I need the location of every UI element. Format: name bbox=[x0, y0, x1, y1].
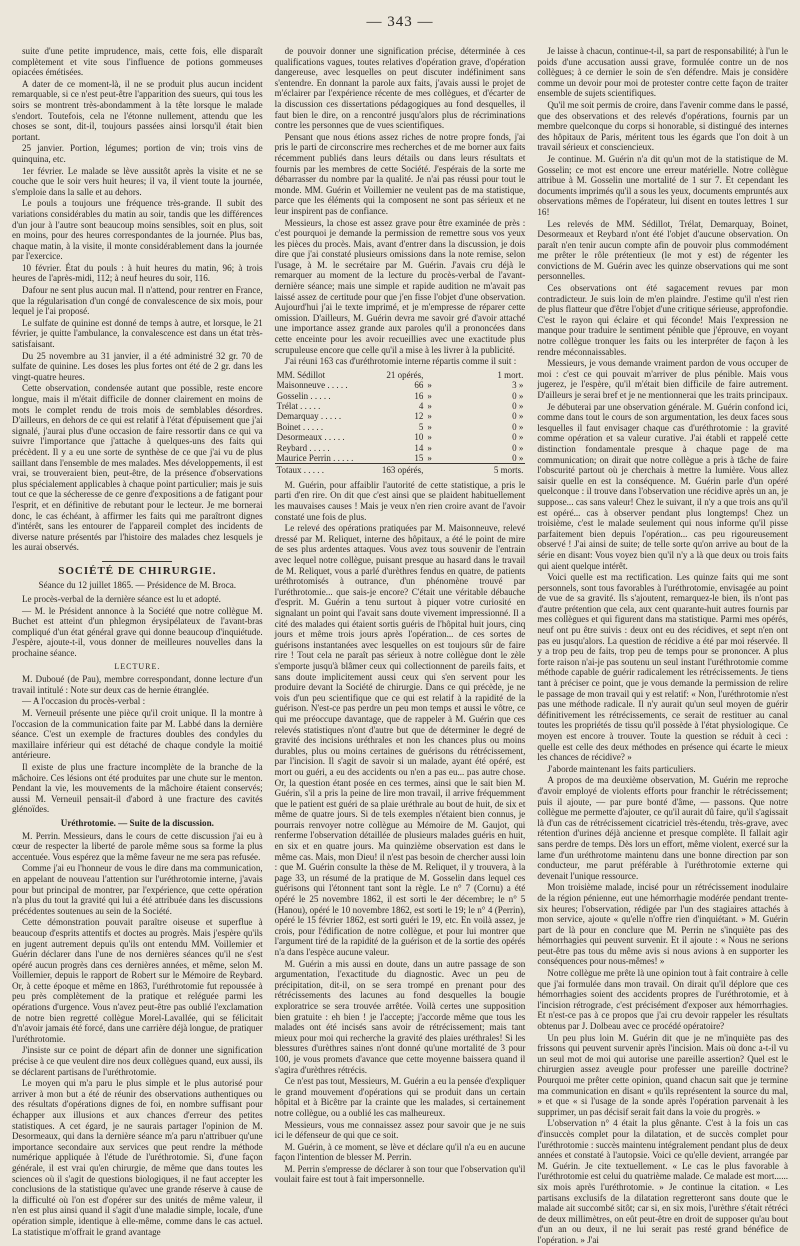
paragraph: — A l'occasion du procès-verbal : bbox=[22, 696, 146, 707]
operations-count: 12 bbox=[414, 411, 424, 422]
statistics-table bbox=[275, 370, 526, 476]
surgeon-name: Demarquay . . . . . bbox=[276, 411, 342, 422]
table-row bbox=[275, 380, 526, 390]
paragraph: M. Perrin s'empresse de déclarer à son tour que l'observation qu'il voulait faire est tout à fait impersonnelle. bbox=[274, 1163, 526, 1185]
paragraph: Du 25 novembre au 31 janvier, il a été administré 32 gr. 70 de sulfate de quinine. Les doses les plus fortes ont été de 2 gr. dans les vingt-quatre heures. bbox=[12, 350, 263, 382]
paragraph: Le pouls a toujours une fréquence très-grande. Il subit des variations considérables du matin au soir, tandis que les différences d'un jour à l'autre sont beaucoup moins sensibles, soit en plus, soit en moins, pour des heures correspondantes de la journée. Plus bas, chaque matin, à la visite, il monte considérablement dans la journée par l'exercice. bbox=[12, 198, 263, 262]
deaths-count: 0 » bbox=[512, 432, 524, 443]
table-row bbox=[275, 443, 526, 453]
deaths-count: 0 » bbox=[512, 401, 524, 412]
lecture-heading: LECTURE. bbox=[114, 661, 161, 671]
paragraph: M. Duboué (de Pau), membre correspondant, donne lecture d'un travail intitulé : Note sur deux cas de hernie étranglée. bbox=[12, 674, 263, 695]
text-columns bbox=[12, 46, 789, 1245]
deaths-count: 0 » bbox=[512, 453, 524, 464]
deaths-count: 0 » bbox=[512, 390, 524, 401]
seance-line: Séance du 12 juillet 1865. — Présidence de M. Broca. bbox=[38, 579, 237, 590]
ditto-mark: » bbox=[427, 390, 432, 401]
paragraph: Notre collègue me prête là une opinion tout à fait contraire à celle que j'ai formulée dans mon travail. On dirait qu'il déplore que ces hémorrhagies soient des accidents propres de l'uréthrotomie, et à l'incision rétrograde, c'est précisément d'exposer aux hémorrhagies. Et n'est-ce pas à ce propos que j'ai cru devoir rappeler les résultats obtenus par J. Dolbeau avec ce procédé opératoire? bbox=[537, 968, 789, 1032]
operations-count: 15 bbox=[414, 453, 424, 464]
paragraph: Pensant que nous étions assez riches de notre propre fonds, j'ai pris le parti de circonscrire mes recherches et de me borner aux faits récemment publiés dans leurs détails ou dans leurs résultats et fournis par les membres de cette Société. J'espérais de la sorte me débarrasser du nombre par la qualité. Je n'ai pas réussi pour tout le monde. MM. Guérin et Voillemier ne veulent pas de ma statistique, parce que les éléments qui la composent ne sont pas sérieux et ne leur inspirent pas de confiance. bbox=[274, 131, 526, 216]
paragraph: suite d'une petite imprudence, mais, cette fois, elle disparaît complètement et vite sous l'influence de potions gommeuses opiacées émétisées. bbox=[12, 46, 263, 78]
table-row bbox=[275, 401, 526, 411]
paragraph: M. Verneuil présente une pièce qu'il croit unique. Il la montre à l'occasion de la communication faite par M. Labbé dans la dernière séance. C'est un exemple de fractures doubles des condyles du maxillaire inférieur qui est détaché de chaque condyle la moitié antérieure. bbox=[12, 708, 263, 761]
paragraph: Le sulfate de quinine est donné de temps à autre, et lorsque, le 21 février, je quitte l'ambulance, la convalescence est dans un état très-satisfaisant. bbox=[12, 317, 263, 350]
surgeon-name: Trélat . . . . . bbox=[276, 401, 321, 412]
paragraph: Le procès-verbal de la dernière séance est lu et adopté. bbox=[22, 594, 221, 605]
paragraph: M. Guérin a mis aussi en doute, dans un autre passage de son argumentation, l'exactitude du diagnostic. Avec un peu de précipitation, dit-il, on se sera trompé en prenant pour des rétrécissements des lacunes au fond desquelles la bougie exploratrice se sera trouvée arrêtée. Voilà certes une supposition bien gratuite : eh bien ! je l'accepte; j'accorde même que tous les malades ont été incisés sans avoir de rétrécissement; mais tant mieux pour moi qui recherche la gravité des plaies uréthrales! Si les blessures d'urèthres saines n'ont donné qu'une mortalité de 3 pour 100, je vous promets d'avance que cette moyenne baissera quand il s'agira d'urèthres rétrécis. bbox=[274, 958, 526, 1075]
surgeon-name: Maurice Perrin . . . . . bbox=[276, 453, 354, 464]
deaths-count: 0 » bbox=[512, 442, 524, 453]
paragraph: Qu'il me soit permis de croire, dans l'avenir comme dans le passé, que des observations et des relevés d'opérations, fournis par un membre quelconque du corps si honorable, si distingué des internes des hôpitaux de Paris, méritent tous les égards que l'on doit à un travail sérieux et consciencieux. bbox=[537, 99, 789, 153]
paragraph: de pouvoir donner une signification précise, déterminée à ces qualifications vagues, toutes relatives d'opération grave, d'opération dangereuse, avec lesquelles on peut discuter indéfiniment sans s'entendre. En donnant la parole aux faits, j'avais aussi le projet de m'éclairer par l'expérience récente de mes collègues, et d'écarter de la discussion ces dissertations pédagogiques au fond desquelles, il faut bien le dire, on a rencontré jusqu'alors plus de récriminations contre les personnes que de vues scientifiques. bbox=[274, 46, 526, 131]
paragraph: 1er février. Le malade se lève aussitôt après la visite et ne se couche que le soir vers huit heures; il va, il vient toute la journée, s'emploie dans la salle et au dehors. bbox=[12, 165, 263, 197]
operations-count: 66 bbox=[414, 380, 424, 391]
column-left bbox=[12, 46, 263, 1237]
surgeon-name: Maisonneuve . . . . . bbox=[276, 380, 348, 391]
table-row bbox=[275, 391, 526, 401]
paragraph: Je continue. M. Guérin n'a dit qu'un mot de la statistique de M. Gosselin; ce mot est encore une erreur matérielle. Notre collègue attribue à M. Gosselin une mortalité de 1 sur 7. Et cependant les documents imprimés qu'il a sous les yeux, documents empruntés aux observations mêmes de l'opérateur, lui disent en toutes lettres 1 sur 16! bbox=[537, 153, 789, 217]
surgeon-name: Reybard . . . . . bbox=[276, 442, 330, 453]
page-number: — 343 — bbox=[366, 14, 434, 30]
paragraph: Messieurs, la chose est assez grave pour être examinée de près : c'est pourquoi je demande la permission de remettre sous vos yeux les pièces du procès. Mais, avant d'entrer dans la discussion, je dois dire que j'ai constaté plusieurs omissions dans la note remise, selon l'usage, à M. le secrétaire par M. Guérin. J'avais cru déjà le remarquer au moment de la lecture du procès-verbal de l'avant-dernière séance; mais une simple et rapide audition ne m'avait pas laissé assez de certitude pour que j'en fisse l'objet d'une observation. Aujourd'hui j'ai le texte imprimé, et je m'empresse de réparer cette omission. D'ailleurs, M. Guérin devra me savoir gré d'avoir attaché une importance assez grande aux paroles qu'il a prononcées dans cette enceinte pour les avoir recueillies avec une exactitude plus scrupuleuse encore que celle qu'il a mise à les livrer à la publicité. bbox=[274, 217, 526, 355]
paragraph: M. Guérin, pour affaiblir l'autorité de cette statistique, a pris le parti d'en rire. On dit que c'est ainsi que se plaident habituellement les mauvaises causes ! Mais je veux n'en rien croire avant de l'avoir constaté une fois de plus. bbox=[274, 479, 526, 522]
operations-count: 21 opérés, bbox=[386, 369, 424, 380]
ditto-mark: » bbox=[427, 442, 432, 453]
paragraph: A propos de ma deuxième observation, M. Guérin me reproche d'avoir employé de violents efforts pour franchir le rétrécissement; puis il ajoute, — par pure bonté d'âme, — passons. Que notre collègue me permette d'ajouter, ce qu'il aurait dû faire, qu'il s'agissait là d'un cas de rétrécissement cicatriciel très-étendu, très-grave, avec rétention d'urines déjà ancienne et presque complète. Il fallait agir sans perdre de temps. Dès lors un effort, même violent, exercé sur la lame d'un uréthrotome maintenu dans une bonne direction par son conducteur, me parut préférable à l'uréthrotomie externe qui devenait l'unique ressource. bbox=[537, 775, 789, 881]
discussion-heading: Uréthrotomie. — Suite de la discussion. bbox=[60, 817, 214, 828]
operations-count: 163 opérés, bbox=[377, 464, 425, 476]
table-row bbox=[275, 422, 526, 432]
operations-count: 4 bbox=[418, 401, 424, 412]
deaths-count: 1 mort. bbox=[497, 369, 524, 380]
operations-count: 5 bbox=[418, 421, 424, 432]
table-row bbox=[275, 370, 526, 380]
table-row bbox=[275, 432, 526, 442]
paragraph: Le relevé des opérations pratiquées par M. Maisonneuve, relevé dressé par M. Reliquet, interne des hôpitaux, a été le point de mire de ses plus ardentes attaques. Vous avez tous souvenir de l'entrain avec lequel notre collègue, puisant presque au hasard dans le travail de M. Reliquet, vous a parlé d'urèthres fendus en quatre, de patients uréthrotomisés à outrance, d'un phénomène trouvé par l'uréthrotomie... que sais-je encore? C'était une véritable débauche d'esprit. M. Guérin a tenu surtout à piquer votre curiosité en signalant un point qui l'avait sans doute vivement impressionné. Il a cité des malades qui étaient sortis guéris de l'hôpital huit jours, cinq jours et même trois jours après l'opération... de ces sortes de guérisons instantanées avec lesquelles on est toujours sûr de faire rire ! Tout cela ne paraît pas sérieux à notre collègue dont le zèle s'emporte jusqu'à blâmer ceux qui collectionnent de pareils faits, et sans doute implicitement aussi ceux qui s'en servent pour les produire devant la Société de chirurgie. Dans ce qui précède, je ne vois d'un peu scientifique que ce qui est relatif à la rapidité de la guérison. N'est-ce pas perdre un peu mon temps et aussi le vôtre, ce qui me préoccupe davantage, que de rappeler à M. Guérin que ces relevés statistiques n'ont d'autre but que de déterminer le degré de gravité des incisions uréthrales et non les chances plus ou moins durables, plus ou moins certaines de guérisons du rétrécissement, par l'incision. Il s'agit de savoir si un malade, ayant été opéré, est mort ou guéri, a eu des accidents ou n'en a pas eu... pas autre chose. Or, la question étant posée en ces termes, ainsi que le sait bien M. Guérin, s'il a pris la peine de lire mon travail, il arrive fréquemment que le patient est guéri de sa plaie uréthrale au bout de huit, de six et même de quatre jours. Si de tels exemples n'étaient bien connus, je pourrais renvoyer notre collègue au Mémoire de M. Gaujot, qui renferme l'observation détaillée de plusieurs malades guéris en huit, en six et en quatre jours. Ma quinzième observation est dans le même cas. Mais, mon Dieu! il n'est pas besoin de chercher aussi loin : que M. Guérin consulte la thèse de M. Reliquet, il y trouvera, à la page 33, un résumé de la pratique de M. Gosselin dans lequel ces guérisons qui l'étonnent tant sont la règle. Le n° 7 (Cornu) a été opéré le 25 novembre 1862, il est sorti le 4er décembre; le n° 5 (Hanou), opéré le 10 novembre 1862, est sorti le 19; le n° 4 (Perrin), opéré le 15 février 1862, est sorti guéri le 19, etc. En voilà assez, je crois, pour l'édification de notre collègue, et pour lui montrer que l'argument tiré de la rapidité de la guérison et de la sortie des opérés n'a dans l'espèce aucune valeur. bbox=[274, 523, 526, 957]
paragraph: J'aborde maintenant les faits particuliers. bbox=[547, 763, 696, 774]
ditto-mark: » bbox=[427, 411, 432, 422]
paragraph: Cette démonstration pouvait paraître oiseuse et superflue à beaucoup d'esprits attentifs et doctes au progrès. Mais j'espère qu'ils en jugent autrement depuis qu'ils ont entendu MM. Voillemier et Guérin déclarer dans l'une de nos dernières séances qu'il ne s'est opéré aucun progrès dans ces dernières années, et même, selon M. Voillemier, depuis le rapport de Robert sur le Mémoire de Reybard. Or, à cette époque et même en 1863, l'uréthrotomie fut repoussée à peu près complètement de la pratique et reléguée parmi les opérations d'urgence. Vous n'avez peut-être pas oublié l'exclamation de notre bien regretté collègue Morel-Lavallée, qui se félicitait d'n'avoir jamais été forcé, dans une carrière déjà longue, de pratiquer l'uréthrotomie. bbox=[12, 917, 263, 1044]
surgeon-name: MM. Sédillot bbox=[276, 369, 326, 380]
paragraph: Dafour ne sent plus aucun mal. Il n'attend, pour rentrer en France, que la régularisation d'un congé de convalescence de six mois, pour lequel je l'ai proposé. bbox=[12, 285, 263, 317]
ditto-mark bbox=[425, 370, 477, 380]
paragraph: L'observation n° 4 était la plus gênante. C'est à la fois un cas d'insuccès complet pour la dilatation, et de succès complet pour l'uréthrotomie : succès maintenu intégralement pendant plus de deux années et constaté à l'autopsie. Voici ce qu'elle devient, arrangée par M. Guérin. Je cite textuellement. « Le cas le plus favorable à l'uréthrotomie est celui du quatrième malade. Ce malade est mort...... six mois après l'uréthrotomie. » Je continue la citation. « Les partisans exclusifs de la dilatation regretteront sans doute que le malade ait succombé sitôt; car si, en six mois, l'urèthre s'était rétréci de deux millimètres, on eût peut-être en droit de supposer qu'au bout d'un an ou deux, il ne lui serait pas resté grand bénéfice de l'opération. » J'ai bbox=[537, 1118, 789, 1245]
paragraph: Le moyen qui m'a paru le plus simple et le plus autorisé pour arriver à mon but a été de réunir des observations authentiques ou des résultats d'opérations dignes de foi, en nombre suffisant pour échapper aux illusions et aux chances d'erreur des petites statistiques. A cet égard, je ne saurais partager l'opinion de M. Desormeaux, qui dans la dernière séance m'a paru n'attribuer qu'une importance secondaire aux services que peut rendre la méthode numérique appliquée à l'étude de l'uréthrotomie. Si, d'une façon générale, il est vrai qu'en chirurgie, de même que dans toutes les sciences où il s'agit de questions biologiques, il ne faut accepter les conclusions de la statistique qu'avec une grande réserve à cause de la difficulté où l'on est d'opérer sur des unités de même valeur, il n'en est plus ainsi quand il s'agit d'une maladie simple, locale, d'une opération simple, identique à elle-même, comme dans le cas actuel. La statistique m'offrait le grand avantage bbox=[12, 1078, 263, 1237]
table-total-row bbox=[275, 464, 526, 476]
ditto-mark: » bbox=[427, 432, 432, 443]
paragraph: Mon troisième malade, incisé pour un rétrécissement inodulaire de la région pénienne, eut une hémorrhagie modérée pendant trente-six heures; l'observation, rédigée par l'un des stagiaires attachés à mon service, ajoute « qu'elle n'offre rien d'inquiétant. » M. Guérin part de là pour en conclure que M. Perrin ne s'inquiète pas des hémorrhagies qui peuvent survenir. Et il ajoute : « Nous ne serions peut-être pas tous du même avis si nous avions à en supporter les conséquences pour nous-mêmes! » bbox=[537, 882, 789, 967]
deaths-count: 3 » bbox=[512, 380, 524, 391]
surgeon-name: Gosselin . . . . . bbox=[276, 390, 331, 401]
operations-count: 10 bbox=[414, 432, 424, 443]
table-row bbox=[275, 411, 526, 421]
paragraph: Je débuterai par une observation générale. M. Guérin confond ici, comme dans tout le cours de son argumentation, les deux faces sous lesquelles il faut envisager chaque cas d'uréthrotomie : la gravité comme opération et sa valeur curative. J'ai établi et rappelé cette distinction fondamentale presque à chaque page de ma communication; on dirait que notre collègue a pris à tâche de faire l'obscurité partout où je cherchais à mettre la lumière. Vous allez saisir quelle en est la conséquence. M. Guérin parle d'un opéré quelconque : il trouve dans l'observation une récidive après un an, je suppose... cas sans valeur! Chez le suivant, il n'y a que trois ans qu'il est opéré... cas à observer pendant plus longtemps! Chez un troisième, c'est le malade seulement qui nous informe qu'il pisse parfaitement bien depuis l'opération... cas peu rigoureusement observé ! J'ai ainsi de suite; de telle sorte qu'on arrive au bout de la série en disant: Vous voyez bien qu'il n'y a là que deux ou trois faits qui aient quelque intérêt. bbox=[537, 401, 789, 571]
section-divider bbox=[102, 561, 172, 562]
paragraph: Les relevés de MM. Sédillot, Trélat, Demarquay, Boinet, Desormeaux et Reybard n'ont été l'objet d'aucune observation. On paraît n'en tenir aucun compte afin de pouvoir plus commodément me prêter le rôle prétentieux (le mot y est) de régenter les convictions de M. Guérin avec les quinze observations qui me sont personnelles. bbox=[537, 218, 789, 282]
paragraph: Voici quelle est ma rectification. Les quinze faits qui me sont personnels, sont tous favorables à l'uréthrotomie, envisagée au point de vue de sa gravité. Ils s'ajoutent, remarquez-le bien, ils n'ont pas d'autre prétention que cela, aux cent quarante-huit autres fournis par mes collègues et qui figurent dans ma statistique. Parmi mes opérés, neuf ont pu être suivis : deux ont eu des récidives, et sept n'en ont pas eu jusqu'alors. La question de récidive a été par moi réservée. Il y a trop peu de faits, trop peu de temps pour se prononcer. A plus forte raison n'ai-je pas soutenu un seul instant l'uréthrotomie comme méthode capable de guérir radicalement les rétrécissements. Je tiens tant à préciser ce point, que je vous demande la permission de relire le passage de mon travail qui y est relatif: « Non, l'uréthrotomie n'est pas une méthode radicale. Il n'y aurait qu'un seul moyen de guérir définitivement les rétrécissements, ce serait de restituer au canal toutes les propriétés de tissu qu'il possède à l'état physiologique. Ce moyen est encore à trouver. Toute la question se réduit à ceci : quelle est celle des deux méthodes en présence qui écarte le mieux les chances de récidive? » bbox=[537, 572, 789, 763]
paragraph: J'ai réuni 163 cas d'uréthrotomie interne répartis comme il suit : bbox=[284, 356, 517, 367]
surgeon-name: Boinet . . . . . bbox=[276, 421, 324, 432]
column-right bbox=[537, 46, 789, 1245]
paragraph: — M. le Président annonce à la Société que notre collègue M. Buchet est atteint d'un phlegmon érysipélateux de l'avant-bras compliqué d'un état général grave qui donne beaucoup d'inquiétude. J'espère, ajoute-t-il, vous donner de meilleures nouvelles dans la prochaine séance. bbox=[12, 605, 263, 659]
operations-count: 16 bbox=[414, 390, 424, 401]
paragraph: M. Guérin, à ce moment, se lève et déclare qu'il n'a eu en aucune façon l'intention de blesser M. Perrin. bbox=[274, 1141, 526, 1163]
paragraph: J'insiste sur ce point de départ afin de donner une signification précise à ce que veulent dire nos deux collègues quand, eux aussi, ils se déclarent partisans de l'uréthrotomie. bbox=[12, 1045, 263, 1077]
column-middle bbox=[274, 46, 526, 1185]
paragraph: Ce n'est pas tout, Messieurs, M. Guérin a eu la pensée d'expliquer le grand mouvement d'opérations qui se produit dans un certain hôpital et à Bicêtre par la crainte que les malades, si certainement notre collègue, ou a oublié les cas malheureux. bbox=[274, 1076, 526, 1118]
ditto-mark bbox=[425, 464, 477, 476]
operations-count: 14 bbox=[414, 442, 424, 453]
surgeon-name: Totaux . . . . . bbox=[275, 464, 378, 476]
deaths-count: 0 » bbox=[512, 421, 524, 432]
surgeon-name: Desormeaux . . . . . bbox=[276, 432, 345, 443]
paragraph: Comme j'ai eu l'honneur de vous le dire dans ma communication, en appelant de nouveau l'attention sur l'uréthrotomie interne, j'avais pour but principal de montrer, par l'expérience, que cette opération n'a plus du tout la gravité qui lui a été attribuée dans les discussions précédentes soutenues au sein de la Société. bbox=[12, 863, 263, 916]
table-row bbox=[275, 453, 526, 464]
paragraph: Messieurs, je vous demande vraiment pardon de vous occuper de moi : c'est ce qui pouvait m'arriver de plus pénible. Mais vous jugerez, je l'espère, qu'il m'était bien difficile de faire autrement. D'ailleurs je serai bref et je ne mentionnerai que les traits principaux. bbox=[537, 358, 789, 400]
ditto-mark: » bbox=[427, 380, 432, 391]
paragraph: Il existe de plus une fracture incomplète de la branche de la mâchoire. Ces lésions ont été produites par une chute sur le menton. Pendant la vie, les mouvements de la mâchoire étaient conservés; aussi M. Verneuil pensait-il d'abord à une fracture des cavités glénoïdes. bbox=[12, 762, 263, 815]
paragraph: A dater de ce moment-là, il ne se produit plus aucun incident remarquable, si ce n'est peut-être l'apparition des sueurs, qui tous les soirs se montrent très-abondamment à la tête lorsque le malade s'endort. Toutefois, cela ne l'étonne nullement, attendu que les choses se sont, dit-il, toujours passées ainsi lorsqu'il était bien portant. bbox=[12, 78, 263, 142]
section-title: SOCIÉTÉ DE CHIRURGIE. bbox=[58, 564, 217, 577]
paragraph: M. Perrin. Messieurs, dans le cours de cette discussion j'ai eu à cœur de respecter la liberté de parole même sous sa forme la plus accentuée. Vous espérez que la même faveur ne me sera pas refusée. bbox=[12, 830, 263, 862]
paragraph: Ces observations ont été sagacement revues par mon contradicteur. Je suis loin de m'en plaindre. J'estime qu'il n'est rien de plus flatteur que d'être l'objet d'une critique sérieuse, approfondie. C'est le rayon qui éclaire et qui féconde! Mais l'expression ne manque pour traduire le sentiment pénible que j'éprouve, en voyant notre collègue tronquer les faits ou les interpréter de façon à les rendre méconnaissables. bbox=[537, 283, 789, 357]
ditto-mark: » bbox=[427, 453, 432, 464]
paragraph: 10 février. État du pouls : à huit heures du matin, 96; à trois heures de l'après-midi, 112; à neuf heures du soir, 116. bbox=[12, 262, 263, 284]
paragraph: 25 janvier. Portion, légumes; portion de vin; trois vins de quinquina, etc. bbox=[12, 143, 263, 164]
paragraph: Je laisse à chacun, continue-t-il, sa part de responsabilité; à l'un le poids d'une accusation aussi grave, formulée contre un de nos collègues; à ce dernier le soin de s'en défendre. Mais je considère comme un devoir pour moi de protester contre cette façon de traiter ensemble de sujets scientifiques. bbox=[537, 46, 789, 99]
paragraph: Cette observation, condensée autant que possible, reste encore longue, mais il m'était difficile de donner clairement en moins de mots le complet rendu de trois mois de semblables désordres. D'ailleurs, en dehors de ce qui est relatif à l'état d'épuisement que j'ai signalé, j'aurai plus d'une occasion de faire ressortir dans ce qui va suivre l'importance que j'attache à quelques-uns des faits qui précèdent. Il y a eu une sorte de synthèse de ce que j'ai vu de plus saillant dans l'ensemble de mes malades. Mes développements, il est vrai, se trouveraient bien, peut-être, de la présence d'observations plus spécialement applicables à chaque point particulier; mais je suis tout ce que la sécheresse de ce genre d'expositions a de fatigant pour l'esprit, et en définitive de rebutant pour le lecteur. Je me bornerai donc, le cas échéant, à affirmer les faits qui me paraîtront dignes d'intérêt, sans les entourer de l'appareil complet des incidents de diverse nature présentés par l'histoire des malades chez lesquels je les aurai observés. bbox=[12, 383, 263, 553]
ditto-mark: » bbox=[427, 421, 432, 432]
paragraph: Messieurs, vous me connaissez assez pour savoir que je ne suis ici le défenseur de qui que ce soit. bbox=[274, 1119, 526, 1141]
deaths-count: 5 morts. bbox=[477, 464, 525, 476]
paragraph: Un peu plus loin M. Guérin dit que je ne m'inquiète pas des frissons qui peuvent survenir après l'incision. Mais où donc a-t-il vu un seul mot de moi qui autorise une pareille assertion? Quel est le chirurgien assez aveugle pour professer une pareille doctrine? Pourquoi me prêter cette opinion, quand chacun sait que je termine ma communication en disant « qu'ils représentent la source du mal, » et que « si l'usage de la sonde après l'opération parvenait à les supprimer, un pas décisif serait fait dans la voie du progrès. » bbox=[537, 1032, 789, 1117]
deaths-count: 0 » bbox=[512, 411, 524, 422]
ditto-mark: » bbox=[427, 401, 432, 412]
